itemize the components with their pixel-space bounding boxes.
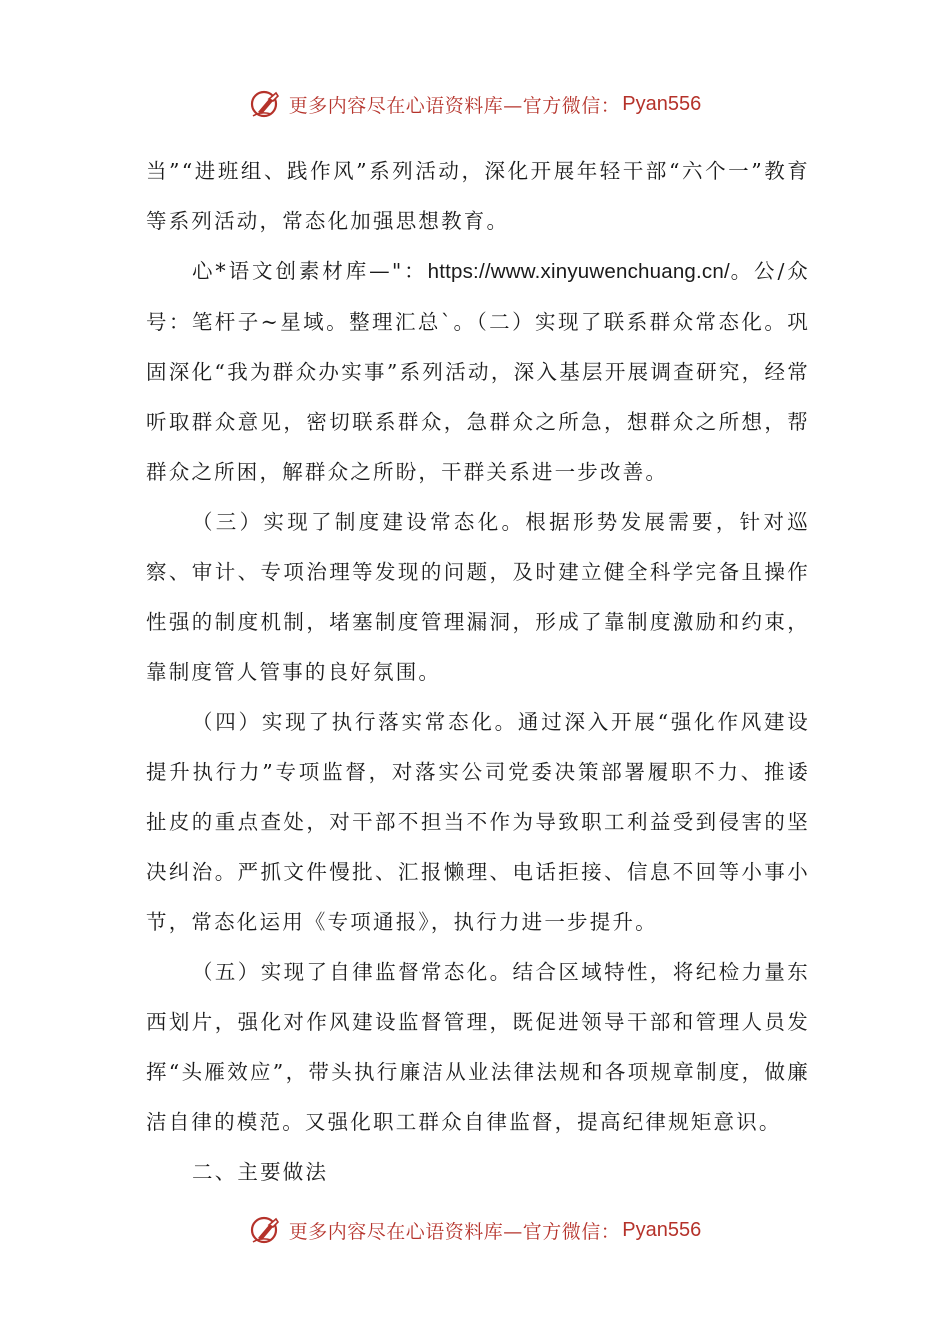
section-heading: 二、主要做法	[192, 1160, 329, 1184]
source-url: https://www.xinyuwenchuang.cn/	[427, 260, 730, 283]
watermark-text: 更多内容尽在心语资料库—官方微信：	[288, 94, 621, 117]
paragraph-1: 当”“进班组、践作风”系列活动，深化开展年轻干部“六个一”教育等系列活动，常态化加强思想教育。	[146, 159, 810, 233]
paragraph-2-prefix: 心*语文创素材库—"：	[192, 259, 428, 283]
pen-nib-logo-icon	[249, 1213, 283, 1247]
pen-nib-logo-icon	[249, 87, 283, 121]
watermark-id: Pyan556	[622, 92, 702, 115]
paragraph-5: （五）实现了自律监督常态化。结合区域特性，将纪检力量东西划片，强化对作风建设监督管理，既促进领导干部和管理人员发挥“头雁效应”，带头执行廉洁从业法律法规和各项规章制度，做廉洁自律的模范。又强化职工群众自律监督，提高纪律规矩意识。	[146, 960, 810, 1134]
watermark-text: 更多内容尽在心语资料库—官方微信：	[288, 1220, 621, 1243]
footer-watermark	[0, 1210, 950, 1250]
document-body	[146, 146, 810, 1197]
watermark-id: Pyan556	[622, 1218, 702, 1241]
paragraph-3: （三）实现了制度建设常态化。根据形势发展需要，针对巡察、审计、专项治理等发现的问题，及时建立健全科学完备且操作性强的制度机制，堵塞制度管理漏洞，形成了靠制度激励和约束，靠制度管人管事的良好氛围。	[146, 510, 810, 684]
header-watermark	[0, 84, 950, 124]
paragraph-2	[146, 246, 810, 497]
paragraph-4: （四）实现了执行落实常态化。通过深入开展“强化作风建设提升执行力”专项监督，对落实公司党委决策部署履职不力、推诿扯皮的重点查处，对干部不担当不作为导致职工利益受到侵害的坚决纠治。严抓文件慢批、汇报懒理、电话拒接、信息不回等小事小节，常态化运用《专项通报》，执行力进一步提升。	[146, 710, 810, 934]
paragraph-2-suffix: 。公/众号：笔杆子~星域。整理汇总`。（二）实现了联系群众常态化。巩固深化“我为群众办实事”系列活动，深入基层开展调查研究，经常听取群众意见，密切联系群众，急群众之所急，想群众之所想，帮群众之所困，解群众之所盼，干群关系进一步改善。	[146, 259, 810, 484]
